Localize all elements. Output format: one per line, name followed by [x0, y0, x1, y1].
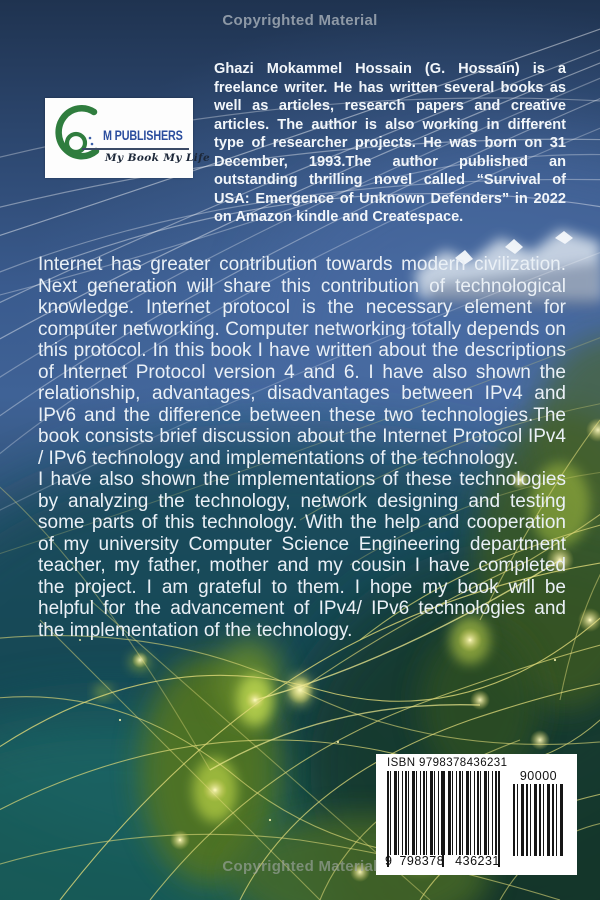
publisher-swirl-icon: [49, 101, 107, 175]
barcode-guard-bar: [387, 771, 389, 867]
copyright-watermark-bottom: Copyrighted Material: [222, 858, 378, 875]
supplemental-barcode: [513, 784, 564, 856]
isbn-number: ISBN 9798378436231: [387, 757, 508, 769]
publisher-logo: [45, 98, 211, 178]
barcode-digit-left: 9: [385, 854, 393, 868]
barcode-digit-group2: 436231: [455, 854, 500, 868]
publisher-name: M PUBLISHERS: [103, 128, 183, 143]
barcode-guard-bar: [442, 771, 444, 867]
publisher-tagline: My Book My Life: [105, 152, 211, 164]
book-description: [38, 254, 566, 641]
description-paragraph-2: I have also shown the implementations of these technologies by analyzing the technology, network designing and testing some parts of this technology. With the help and cooperation of my university Computer Science Engineering department teacher, my father, mother and my cousin I have completed the project. I am grateful to them. I hope my book will be helpful for the advancement of IPv4/ IPv6 technologies and the implementation of the technology.: [38, 469, 566, 641]
description-paragraph-1: Internet has greater contribution towards modern civilization. Next generation will share this contribution of technological knowledge. Internet protocol is the necessary element for computer networking. Computer networking totally depends on this protocol. In this book I have written about the descriptions of Internet Protocol version 4 and 6. I have also shown the relationship, advantages, disadvantages between IPv4 and IPv6 and the difference between these two technologies.The book consists brief discussion about the Internet Protocol IPv4 / IPv6 technology and implementations of the technology.: [38, 254, 566, 469]
price-code: 90000: [519, 769, 558, 783]
logo-divider: [82, 148, 189, 150]
author-bio: Ghazi Mokammel Hossain (G. Hossain) is a freelance writer. He has written several books as well as articles, research papers and creative articles. The author is also working in different type of researcher projects. He was born on 31 December, 1993.The author published an outstanding thrilling novel called “Survival of USA: Emergence of Unknown Defenders” in 2022 on Amazon kindle and Createspace.: [214, 61, 566, 225]
barcode-digit-group1: 798378: [399, 854, 445, 868]
copyright-watermark-top: Copyrighted Material: [222, 12, 378, 29]
isbn-barcode-panel: [376, 754, 577, 875]
barcode-guard-bar: [498, 771, 500, 867]
